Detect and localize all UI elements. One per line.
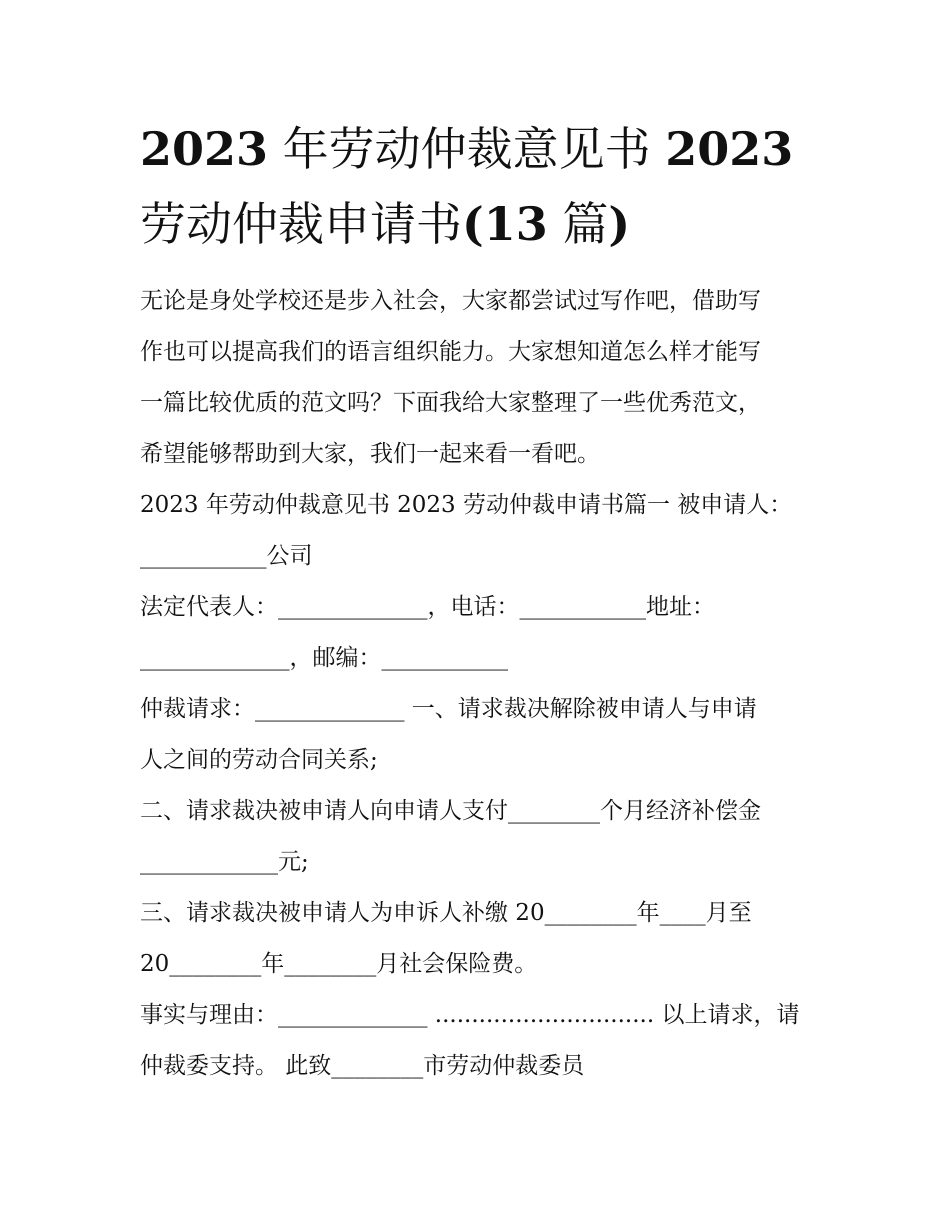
intro-line: 希望能够帮助到大家，我们一起来看一看吧。 <box>140 441 600 467</box>
content-line: 法定代表人：_____________，电话：___________地址： <box>140 594 715 620</box>
content-line: 三、请求裁决被申请人为申诉人补缴 20________年____月至 <box>140 900 752 926</box>
title-text-1: 年劳动仲裁意见书 <box>282 122 651 176</box>
content-line: 仲裁请求：_____________ 一、请求裁决解除被申请人与申请 <box>140 696 757 722</box>
content-line: 人之间的劳动合同关系; <box>140 747 378 773</box>
content-line: 20________年________月社会保险费。 <box>140 951 538 977</box>
title-text-2: 劳动仲裁申请书 <box>140 197 462 251</box>
content-line: 仲裁委支持。 此致________市劳动仲裁委员 <box>140 1053 585 1079</box>
intro-line: 一篇比较优质的范文吗？下面我给大家整理了一些优秀范文， <box>140 390 761 416</box>
document-body <box>140 276 830 1092</box>
content-line: 二、请求裁决被申请人向申请人支付________个月经济补偿金 <box>140 798 761 824</box>
content-line: ____________元; <box>140 849 309 875</box>
content-line: 2023 年劳动仲裁意见书 2023 劳动仲裁申请书篇一 被申请人： <box>140 492 793 518</box>
intro-line: 无论是身处学校还是步入社会，大家都尝试过写作吧，借助写 <box>140 288 761 314</box>
title-year-1: 2023 <box>140 122 269 176</box>
title-count: (13 <box>462 197 548 251</box>
title-text-3: 篇 <box>562 197 609 251</box>
intro-line: 作也可以提高我们的语言组织能力。大家想知道怎么样才能写 <box>140 339 761 365</box>
title-year-2: 2023 <box>665 122 794 176</box>
title-close: ) <box>608 197 631 251</box>
content-line: 事实与理由：_____________ .............................. 以上请求，请 <box>140 1002 800 1028</box>
document-title <box>140 112 840 262</box>
content-line: _____________，邮编：___________ <box>140 645 508 671</box>
content-line: ___________公司 <box>140 543 313 569</box>
